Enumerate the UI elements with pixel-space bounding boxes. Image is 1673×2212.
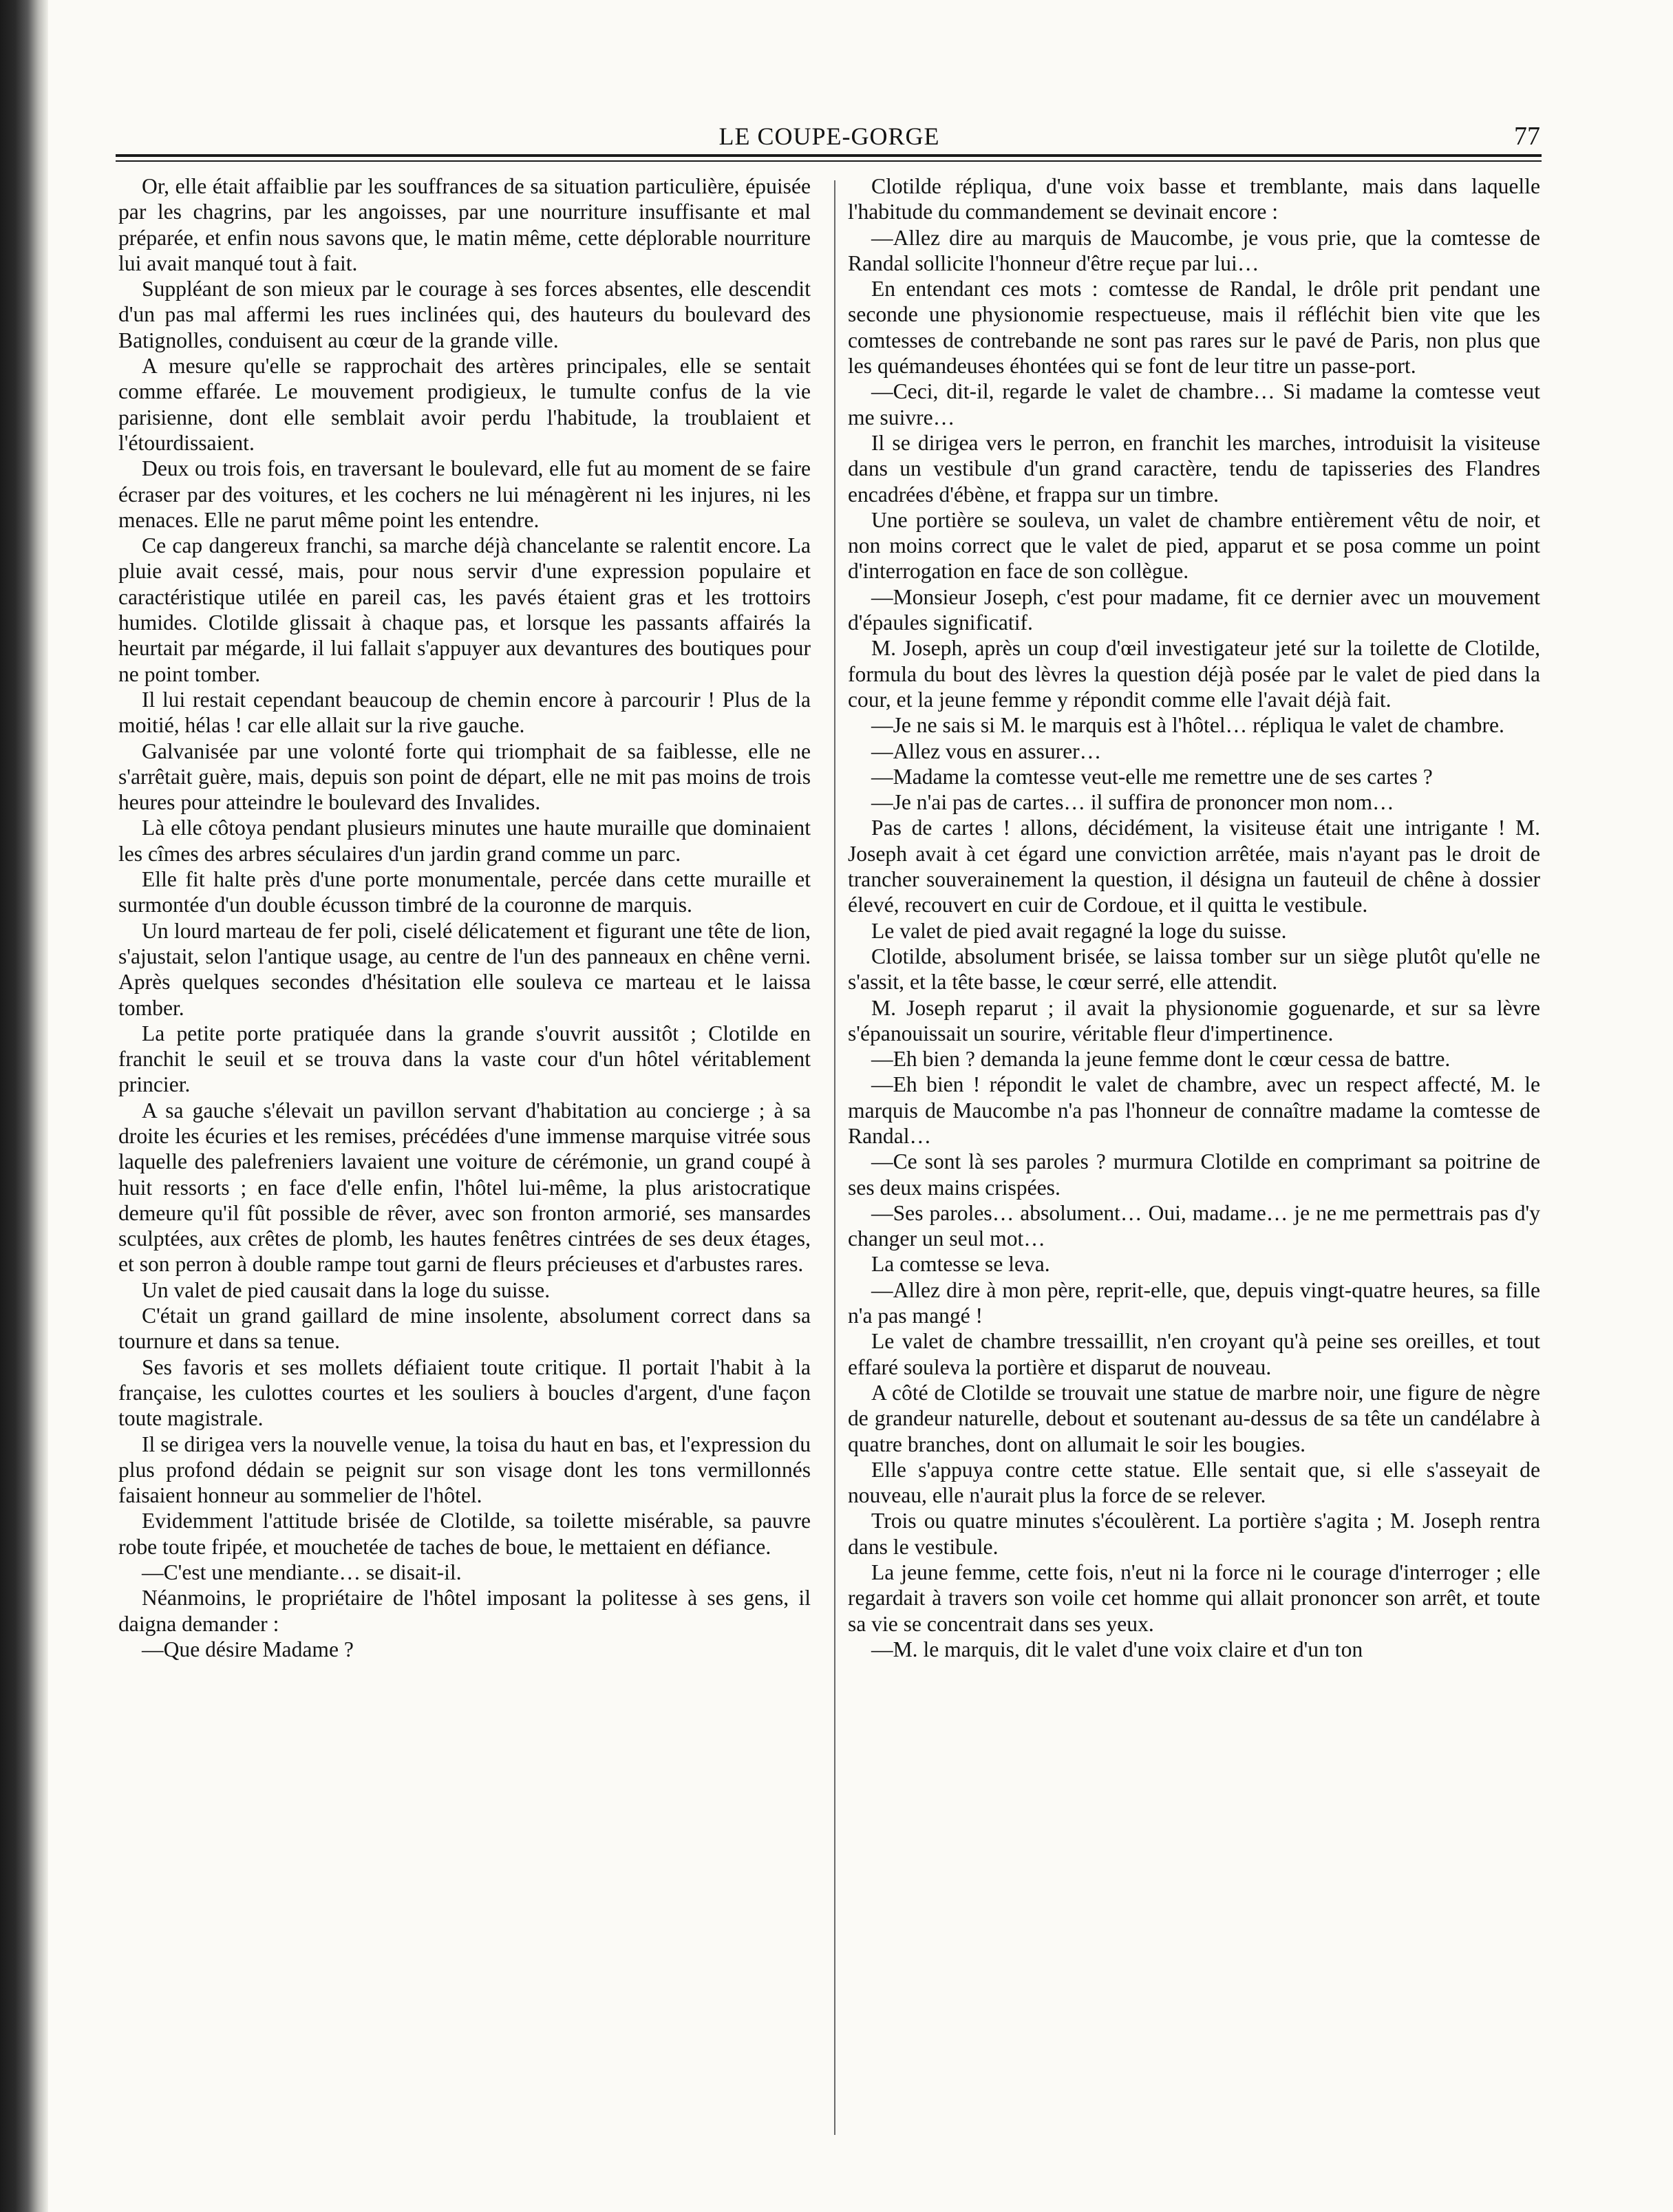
paragraph: —C'est une mendiante… se disait-il. [142,1560,462,1585]
paragraph: M. Joseph reparut ; il avait la physionomie goguenarde, et sur sa lèvre s'épanouissait un sourire, véritable fleur d'impertinence. [848,995,1540,1045]
paragraph: Il se dirigea vers le perron, en franchit les marches, introduisit la visiteuse dans un vestibule d'un grand caractère, tendu de tapisseries des Flandres encadrées d'ébène, et frappa sur un timbre. [848,430,1540,507]
right-column [848,173,1540,2183]
book-binding-edge [0,0,48,2212]
paragraph: Un lourd marteau de fer poli, ciselé délicatement et figurant une tête de lion, s'ajustait, selon l'antique usage, au centre de l'un des panneaux en chêne verni. Après quelques secondes d'hésitation elle souleva ce marteau et le laissa tomber. [118,918,811,1020]
page-header [118,121,1540,157]
paragraph: —Allez dire au marquis de Maucombe, je vous prie, que la comtesse de Randal sollicite l'honneur d'être reçue par lui… [848,225,1540,275]
paragraph: Une portière se souleva, un valet de chambre entièrement vêtu de noir, et non moins correct que le valet de pied, apparut et se posa comme un point d'interrogation en face de son collègue. [848,507,1540,584]
paragraph: Pas de cartes ! allons, décidément, la visiteuse était une intrigante ! M. Joseph avait à cet égard une conviction arrêtée, mais n'ayant pas le droit de trancher souverainement la question, il désigna un fauteuil de chêne à dossier élevé, recouvert en cuir de Cordoue, et il quitta le vestibule. [848,816,1540,917]
paragraph: La petite porte pratiquée dans la grande s'ouvrit aussitôt ; Clotilde en franchit le seuil et se trouva dans la vaste cour d'un hôtel véritablement princier. [118,1021,811,1097]
paragraph: A sa gauche s'élevait un pavillon servant d'habitation au concierge ; à sa droite les écuries et les remises, précédées d'une immense marquise vitrée sous laquelle des palefreniers lavaient une voiture de cérémonie, un grand coupé à huit ressorts ; en face d'elle enfin, l'hôtel lui-même, la plus aristocratique demeure qu'il fût possible de rêver, avec son fronton armorié, ses mansardes sculptées, aux crêtes de plomb, les hautes fenêtres cintrées de ses deux étages, et son perron à double rampe tout garni de fleurs précieuses et d'arbustes rares. [118,1098,811,1277]
paragraph: Evidemment l'attitude brisée de Clotilde, sa toilette misérable, sa pauvre robe toute fripée, et mouchetée de taches de boue, le mettaient en défiance. [118,1509,811,1559]
paragraph: C'était un grand gaillard de mine insolente, absolument correct dans sa tournure et dans sa tenue. [118,1304,811,1354]
paragraph: La jeune femme, cette fois, n'eut ni la force ni le courage d'interroger ; elle regardait à travers son voile cet homme qui allait prononcer son arrêt, et toute sa vie se concentrait dans ses yeux. [848,1560,1540,1636]
header-rule [116,154,1542,157]
page-number: 77 [1514,122,1540,151]
paragraph: —Monsieur Joseph, c'est pour madame, fit ce dernier avec un mouvement d'épaules significatif. [848,584,1540,635]
paragraph: Ses favoris et ses mollets défiaient toute critique. Il portait l'habit à la française, les culottes courtes et les souliers à boucles d'argent, d'une façon toute magistrale. [118,1354,811,1431]
paragraph: Elle fit halte près d'une porte monumentale, percée dans cette muraille et surmontée d'un double écusson timbré de la couronne de marquis. [118,867,811,917]
paragraph: Deux ou trois fois, en traversant le boulevard, elle fut au moment de se faire écraser par des voitures, et les cochers ne lui ménagèrent ni les injures, ni les menaces. Elle ne parut même point les entendre. [118,456,811,532]
paragraph: —Ce sont là ses paroles ? murmura Clotilde en comprimant sa poitrine de ses deux mains crispées. [848,1149,1540,1200]
paragraph: Il se dirigea vers la nouvelle venue, la toisa du haut en bas, et l'expression du plus profond dédain se peignit sur son visage dont les tons vermillonnés faisaient honneur au sommelier de l'hôtel. [118,1432,811,1508]
paragraph: Le valet de chambre tressaillit, n'en croyant qu'à peine ses oreilles, et tout effaré souleva la portière et disparut de nouveau. [848,1329,1540,1379]
paragraph: Là elle côtoya pendant plusieurs minutes une haute muraille que dominaient les cîmes des arbres séculaires d'un jardin grand comme un parc. [118,816,811,866]
paragraph: Or, elle était affaiblie par les souffrances de sa situation particulière, épuisée par les chagrins, par les angoisses, par une nourriture insuffisante et mal préparée, et enfin nous savons que, le matin même, cette déplorable nourriture lui avait manqué tout à fait. [118,174,811,275]
paragraph: —Allez vous en assurer… [871,738,1102,763]
paragraph: —Allez dire à mon père, reprit-elle, que, depuis vingt-quatre heures, sa fille n'a pas mangé ! [848,1277,1540,1328]
paragraph: M. Joseph, après un coup d'œil investigateur jeté sur la toilette de Clotilde, formula du bout des lèvres la question déjà posée par le valet de pied dans la cour, et la jeune femme y répondit comme elle l'avait déjà fait. [848,636,1540,712]
paragraph: —Ceci, dit-il, regarde le valet de chambre… Si madame la comtesse veut me suivre… [848,379,1540,429]
paragraph: La comtesse se leva. [871,1252,1050,1277]
paragraph: Il lui restait cependant beaucoup de chemin encore à parcourir ! Plus de la moitié, hélas ! car elle allait sur la rive gauche. [118,687,811,738]
paragraph: Un valet de pied causait dans la loge du suisse. [142,1277,551,1302]
paragraph: Néanmoins, le propriétaire de l'hôtel imposant la politesse à ses gens, il daigna demander : [118,1586,811,1636]
paragraph: Suppléant de son mieux par le courage à ses forces absentes, elle descendit d'un pas mal affermi les rues inclinées qui, des hauteurs du boulevard des Batignolles, conduisent au cœur de la grande ville. [118,277,811,352]
paragraph: Galvanisée par une volonté forte qui triomphait de sa faiblesse, elle ne s'arrêtait guère, mais, depuis son point de départ, elle ne mit pas moins de trois heures pour atteindre le boulevard des Invalides. [118,738,811,815]
paragraph: Elle s'appuya contre cette statue. Elle sentait que, si elle s'asseyait de nouveau, elle n'aurait plus la force de se relever. [848,1457,1540,1508]
running-title: LE COUPE-GORGE [718,123,940,150]
paragraph: Trois ou quatre minutes s'écoulèrent. La portière s'agita ; M. Joseph rentra dans le vestibule. [848,1509,1540,1559]
paragraph: A mesure qu'elle se rapprochait des artères principales, elle se sentait comme effarée. Le mouvement prodigieux, le tumulte confus de la vie parisienne, dont elle semblait avoir perdu l'habitude, la troublaient et l'étourdissaient. [118,354,811,455]
paragraph: —Ses paroles… absolument… Oui, madame… je ne me permettrais pas d'y changer un seul mot… [848,1200,1540,1251]
paragraph: Le valet de pied avait regagné la loge du suisse. [871,918,1287,943]
column-divider [834,180,835,2135]
paragraph: A côté de Clotilde se trouvait une statue de marbre noir, une figure de nègre de grandeur naturelle, debout et soutenant au-dessus de sa tête un candélabre à quatre branches, dont on allumait le soir les bougies. [848,1380,1540,1456]
paragraph: —M. le marquis, dit le valet d'une voix claire et d'un ton [871,1637,1363,1661]
paragraph: —Je n'ai pas de cartes… il suffira de prononcer mon nom… [871,790,1394,815]
paragraph: Clotilde, absolument brisée, se laissa tomber sur un siège plutôt qu'elle ne s'assit, et la tête basse, le cœur serré, elle attendit. [848,944,1540,995]
paragraph: —Je ne sais si M. le marquis est à l'hôtel… répliqua le valet de chambre. [871,713,1504,738]
paragraph: Ce cap dangereux franchi, sa marche déjà chancelante se ralentit encore. La pluie avait cessé, mais, pour nous servir d'une expression populaire et caractéristique utilée en pareil cas, les pavés étaient gras et les trottoirs humides. Clotilde glissait à chaque pas, et lorsque les passants affairés la heurtait par mégarde, il lui fallait s'appuyer aux devantures des boutiques pour ne point tomber. [118,533,811,686]
paragraph: Clotilde répliqua, d'une voix basse et tremblante, mais dans laquelle l'habitude du commandement se devinait encore : [848,174,1540,224]
left-column [118,173,811,2183]
paragraph: —Que désire Madame ? [142,1637,354,1661]
paragraph: En entendant ces mots : comtesse de Randal, le drôle prit pendant une seconde une physionomie respectueuse, mais il réfléchit bien vite que les comtesses de contrebande ne sont pas rares sur le pavé de Paris, non plus que les quémandeuses éhontées qui se font de leur titre un passe-port. [848,277,1540,379]
paragraph: —Madame la comtesse veut-elle me remettre une de ses cartes ? [871,764,1433,789]
paragraph: —Eh bien ! répondit le valet de chambre, avec un respect affecté, M. le marquis de Maucombe n'a pas l'honneur de connaître madame la comtesse de Randal… [848,1072,1540,1148]
header-rule-thin [116,160,1542,162]
paragraph: —Eh bien ? demanda la jeune femme dont le cœur cessa de battre. [871,1047,1451,1072]
